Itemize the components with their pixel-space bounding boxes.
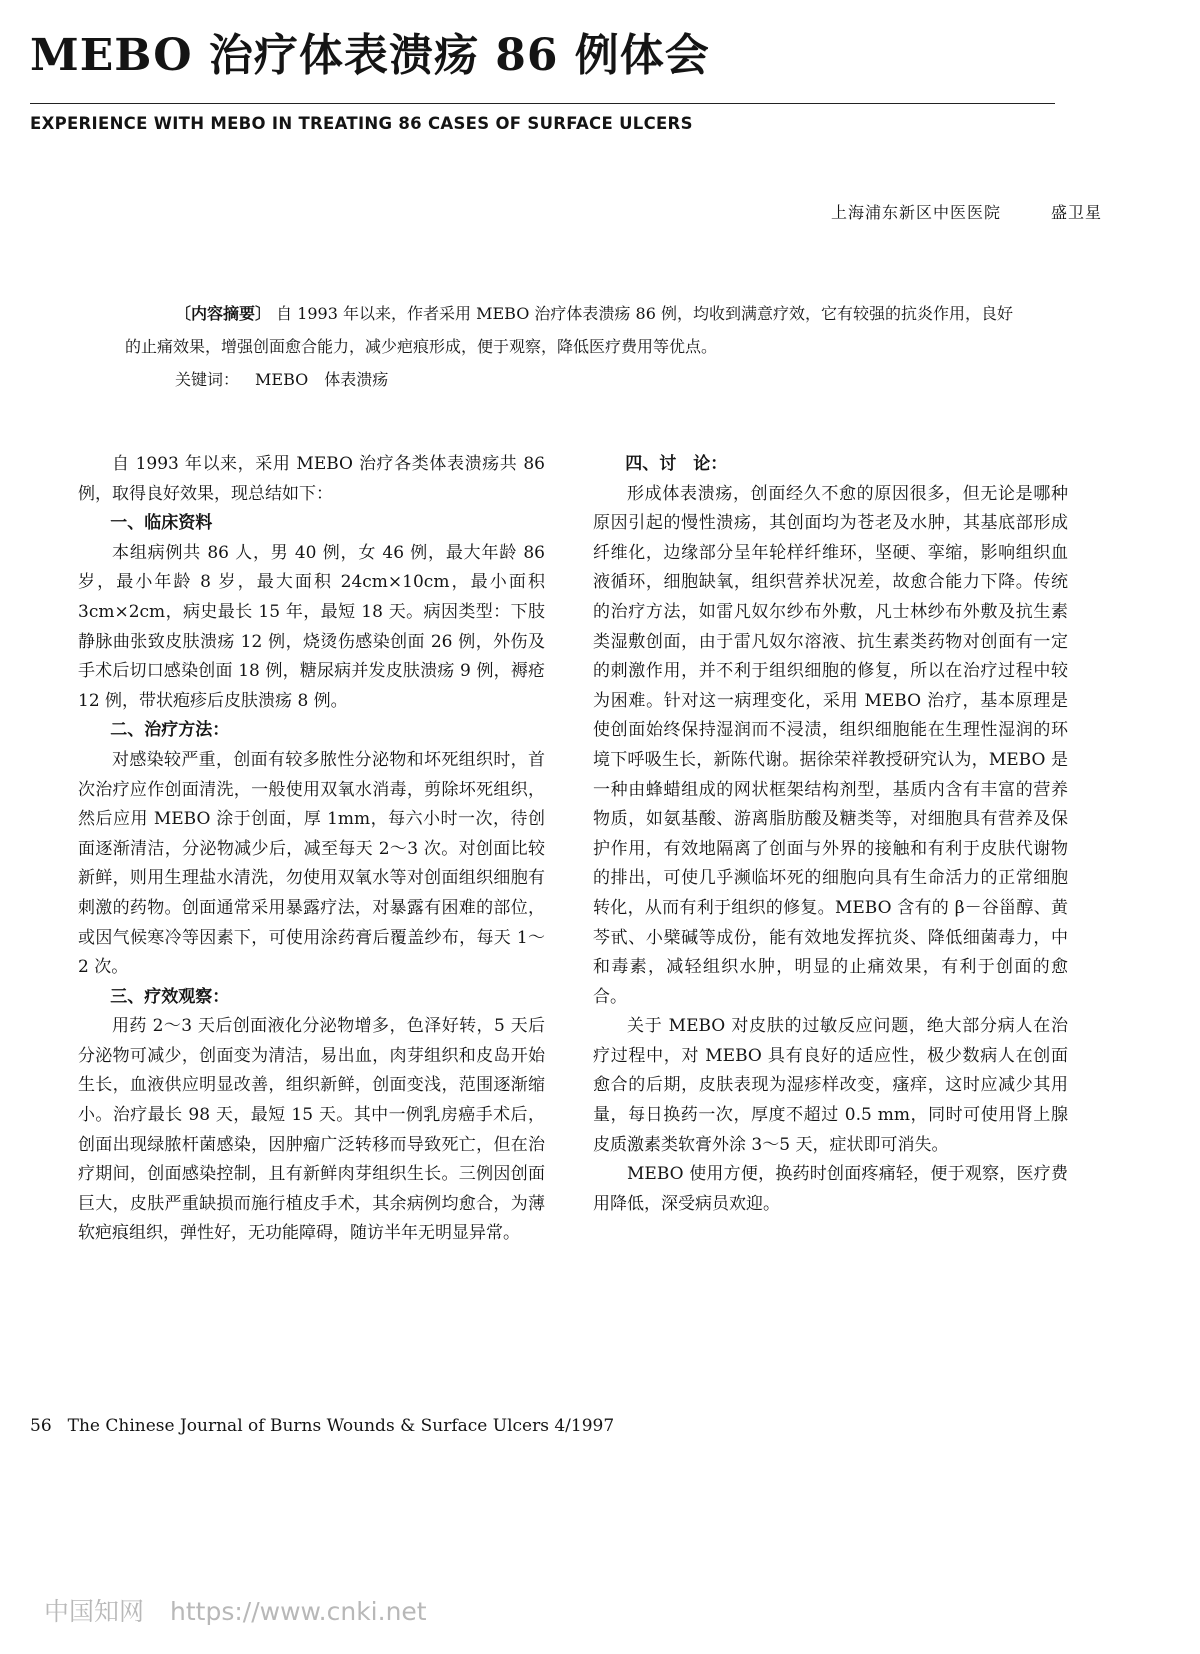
body-paragraph: 本组病例共 86 人，男 40 例，女 46 例，最大年龄 86 岁，最小年龄 8 岁，最大面积 24cm×10cm，最小面积 3cm×2cm，病史最长 15 年，最短 18 天。病因类型：下肢静脉曲张致皮肤溃疡 12 例，烧烫伤感染创面 26 例，外伤及手术后切口感染创面 18 例，糖尿病并发皮肤溃疡 9 例，褥疮 12 例，带状疱疹后皮肤溃疡 8 例。 bbox=[78, 542, 545, 711]
keywords-label: 关键词： bbox=[175, 370, 240, 389]
section-heading: 三、疗效观察： bbox=[110, 986, 230, 1007]
abstract-block bbox=[125, 297, 1013, 396]
article-title: MEBO 治疗体表溃疡 86 例体会 bbox=[30, 30, 710, 81]
section-heading: 四、讨 论： bbox=[625, 454, 728, 474]
body-paragraph: 形成体表溃疡，创面经久不愈的原因很多，但无论是哪种原因引起的慢性溃疡，其创面均为苍老及水肿，其基底部形成纤维化，边缘部分呈年轮样纤维环，坚硬、挛缩，影响组织血液循环，细胞缺氧，组织营养状况差，故愈合能力下降。传统的治疗方法，如雷凡奴尔纱布外敷，凡士林纱布外敷及抗生素类湿敷创面，由于雷凡奴尔溶液、抗生素类药物对创面有一定的刺激作用，并不利于组织细胞的修复，所以在治疗过程中较为困难。针对这一病理变化，采用 MEBO 治疗，基本原理是使创面始终保持湿润而不浸渍，组织细胞能在生理性湿润的环境下呼吸生长，新陈代谢。据徐荣祥教授研究认为，MEBO 是一种由蜂蜡组成的网状框架结构剂型，基质内含有丰富的营养物质，如氨基酸、游离脂肪酸及糖类等，对细胞具有营养及保护作用，有效地隔离了创面与外界的接触和有利于皮肤代谢物的排出，可使几乎濒临坏死的细胞向具有生命活力的正常细胞转化，从而有利于组织的修复。MEBO 含有的 β－谷甾醇、黄芩甙、小檗碱等成份，能有效地发挥抗炎、降低细菌毒力，中和毒素，减轻组织水肿，明显的止痛效果，有利于创面的愈合。 bbox=[593, 483, 1068, 1007]
body-paragraph: 对感染较严重，创面有较多脓性分泌物和坏死组织时，首次治疗应作创面清洗，一般使用双氧水消毒，剪除坏死组织，然后应用 MEBO 涂于创面，厚 1mm，每六小时一次，待创面逐渐清洁，分泌物减少后，减至每天 2～3 次。对创面比较新鲜，则用生理盐水清洗，勿使用双氧水等对创面组织细胞有刺激的药物。创面通常采用暴露疗法，对暴露有困难的部位，或因气候寒冷等因素下，可使用涂药膏后覆盖纱布，每天 1～2 次。 bbox=[78, 749, 545, 978]
page-footer bbox=[30, 1416, 614, 1436]
body-paragraph: MEBO 使用方便，换药时创面疼痛轻，便于观察，医疗费用降低，深受病员欢迎。 bbox=[593, 1164, 1068, 1214]
keyword: 体表溃疡 bbox=[324, 370, 389, 389]
abstract-paragraph bbox=[125, 297, 1013, 363]
section-heading: 二、治疗方法： bbox=[110, 720, 230, 741]
keywords-line bbox=[125, 363, 1013, 396]
journal-name: The Chinese Journal of Burns Wounds & Surface Ulcers 4/1997 bbox=[67, 1416, 615, 1436]
intro-paragraph: 自 1993 年以来，采用 MEBO 治疗各类体表溃疡共 86 例，取得良好效果，现总结如下： bbox=[78, 454, 545, 504]
watermark-url: https://www.cnki.net bbox=[170, 1597, 427, 1626]
source-watermark bbox=[44, 1592, 427, 1628]
page-number: 56 bbox=[30, 1416, 52, 1436]
byline bbox=[831, 200, 1102, 223]
keyword: MEBO bbox=[255, 370, 309, 389]
abstract-text: 自 1993 年以来，作者采用 MEBO 治疗体表溃疡 86 例，均收到满意疗效，它有较强的抗炎作用，良好的止痛效果，增强创面愈合能力，减少疤痕形成，便于观察，降低医疗费用等优点。 bbox=[125, 304, 1013, 356]
english-title: EXPERIENCE WITH MEBO IN TREATING 86 CASES OF SURFACE ULCERS bbox=[30, 114, 693, 133]
author-name: 盛卫星 bbox=[1050, 203, 1102, 222]
affiliation: 上海浦东新区中医医院 bbox=[830, 203, 1001, 222]
body-right-column bbox=[593, 450, 1068, 1219]
section-heading: 一、临床资料 bbox=[110, 513, 213, 534]
watermark-brand: 中国知网 bbox=[44, 1597, 145, 1626]
abstract-label: 〔内容摘要〕 bbox=[175, 304, 272, 323]
title-divider bbox=[30, 103, 1055, 104]
body-paragraph: 关于 MEBO 对皮肤的过敏反应问题，绝大部分病人在治疗过程中，对 MEBO 具有良好的适应性，极少数病人在创面愈合的后期，皮肤表现为湿疹样改变，瘙痒，这时应减少其用量，每日换药一次，厚度不超过 0.5 mm，同时可使用肾上腺皮质激素类软膏外涂 3～5 天，症状即可消失。 bbox=[593, 1016, 1068, 1155]
body-left-column bbox=[78, 450, 545, 1249]
body-paragraph: 用药 2～3 天后创面液化分泌物增多，色泽好转，5 天后分泌物可减少，创面变为清洁，易出血，肉芽组织和皮岛开始生长，血液供应明显改善，组织新鲜，创面变浅，范围逐渐缩小。治疗最长 98 天，最短 15 天。其中一例乳房癌手术后，创面出现绿脓杆菌感染，因肿瘤广泛转移而导致死亡，但在治疗期间，创面感染控制，且有新鲜肉芽组织生长。三例因创面巨大，皮肤严重缺损而施行植皮手术，其余病例均愈合，为薄软疤痕组织，弹性好，无功能障碍，随访半年无明显异常。 bbox=[78, 1016, 545, 1244]
